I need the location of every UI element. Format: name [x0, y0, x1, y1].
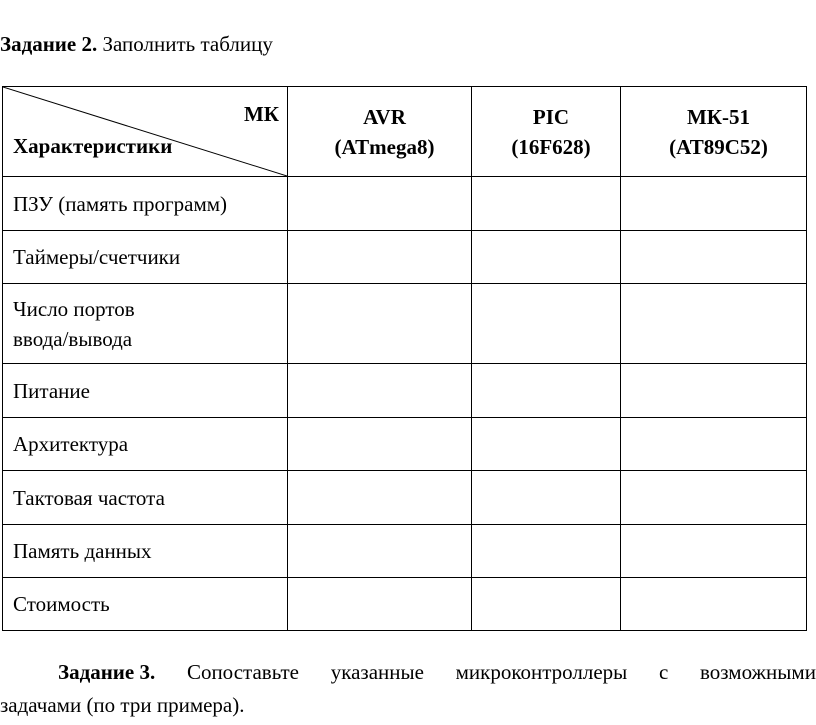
- column-header-line2: (ATmega8): [334, 134, 435, 159]
- row-label: Стоимость: [3, 578, 288, 631]
- row-label: Тактовая частота: [3, 471, 288, 525]
- row-label-line1: Число портов: [13, 296, 135, 321]
- task2-instruction: Заполнить таблицу: [97, 32, 273, 56]
- task3-word: указанные: [330, 660, 424, 684]
- column-header-avr: [288, 87, 472, 177]
- column-header-pic: [472, 87, 621, 177]
- table-cell[interactable]: [472, 231, 621, 284]
- table-cell[interactable]: [621, 525, 807, 578]
- task3-line1: [0, 656, 816, 689]
- table-cell[interactable]: [621, 418, 807, 471]
- corner-cell: [3, 87, 288, 177]
- table-cell[interactable]: [288, 231, 472, 284]
- table-cell[interactable]: [621, 177, 807, 231]
- table-row: [3, 525, 807, 578]
- task3-number: Задание 3.: [58, 660, 156, 684]
- task2-heading: [0, 32, 273, 57]
- task3-paragraph: [0, 656, 816, 722]
- table-row: [3, 418, 807, 471]
- corner-characteristics-label: Характеристики: [13, 134, 173, 158]
- corner-mk-label: МК: [243, 102, 279, 126]
- table-cell[interactable]: [472, 418, 621, 471]
- column-header-line1: PIC: [532, 104, 570, 129]
- table-cell[interactable]: [288, 578, 472, 631]
- row-label: Архитектура: [3, 418, 288, 471]
- row-label: ПЗУ (память программ): [3, 177, 288, 231]
- table-cell[interactable]: [288, 525, 472, 578]
- column-header-line1: AVR: [363, 104, 406, 129]
- table-cell[interactable]: [472, 471, 621, 525]
- task3-line2: задачами (по три примера).: [0, 693, 245, 717]
- table-cell[interactable]: [621, 231, 807, 284]
- table-cell[interactable]: [621, 471, 807, 525]
- table-row: [3, 284, 807, 364]
- table-row: [3, 231, 807, 284]
- table-cell[interactable]: [472, 525, 621, 578]
- table-cell[interactable]: [288, 364, 472, 418]
- task3-word: микроконтроллеры: [455, 660, 628, 684]
- table-cell[interactable]: [472, 578, 621, 631]
- table-row: [3, 471, 807, 525]
- task2-number: Задание 2.: [0, 32, 98, 56]
- table-cell[interactable]: [472, 364, 621, 418]
- characteristics-table: [2, 86, 807, 631]
- column-header-line1: МК-51: [686, 104, 751, 129]
- row-label: Питание: [3, 364, 288, 418]
- task3-word: возможными: [700, 660, 816, 684]
- table-cell[interactable]: [288, 471, 472, 525]
- table-cell[interactable]: [288, 284, 472, 364]
- table-cell[interactable]: [621, 578, 807, 631]
- task3-word: Сопоставьте: [186, 660, 299, 684]
- column-header-line2: (16F628): [511, 134, 591, 159]
- table-row: [3, 578, 807, 631]
- table-cell[interactable]: [621, 364, 807, 418]
- row-label-line2: ввода/вывода: [13, 326, 133, 351]
- column-header-line2: (AT89C52): [669, 134, 768, 159]
- table-cell[interactable]: [621, 284, 807, 364]
- table-cell[interactable]: [472, 177, 621, 231]
- table-row: [3, 364, 807, 418]
- task3-word: с: [658, 660, 669, 684]
- row-label: Память данных: [3, 525, 288, 578]
- column-header-mk51: [621, 87, 807, 177]
- table-cell[interactable]: [472, 284, 621, 364]
- table-cell[interactable]: [288, 418, 472, 471]
- table-row: [3, 177, 807, 231]
- row-label: [3, 284, 288, 364]
- row-label: Таймеры/счетчики: [3, 231, 288, 284]
- table-cell[interactable]: [288, 177, 472, 231]
- table-header-row: [3, 87, 807, 177]
